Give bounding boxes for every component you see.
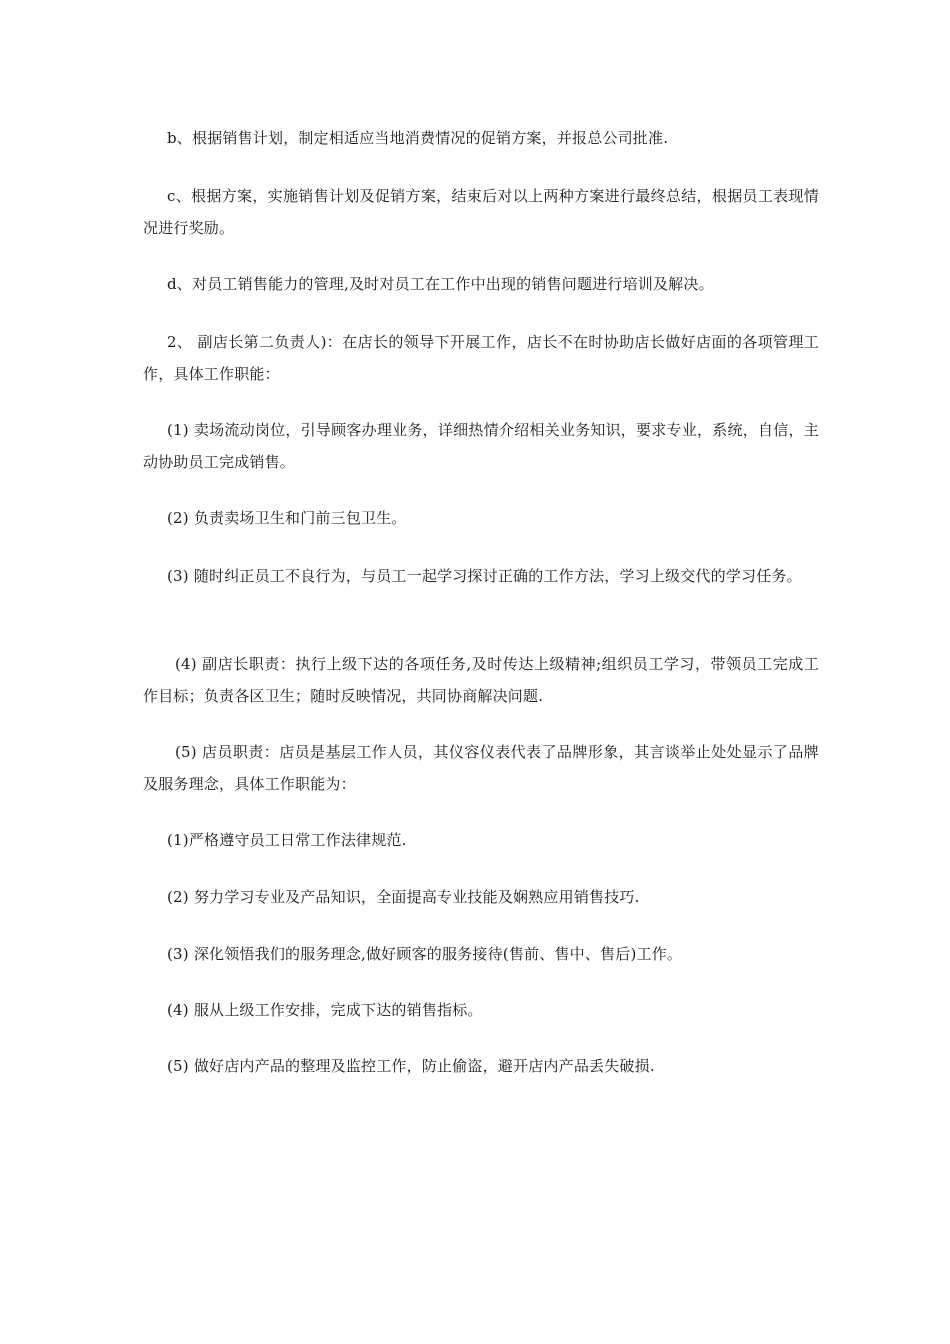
paragraph-clerk-4: (4) 服从上级工作安排，完成下达的销售指标。 (167, 1001, 483, 1019)
paragraph-clerk-1: (1)严格遵守员工日常工作法律规范. (167, 831, 407, 849)
paragraph-item-1: (1) 卖场流动岗位，引导顾客办理业务，详细热情介绍相关业务知识，要求专业，系统，自信，主动协助员工完成销售。 (143, 421, 819, 471)
paragraph-item-4: (4) 副店长职责：执行上级下达的各项任务,及时传达上级精神;组织员工学习，带领员工完成工作目标；负责各区卫生；随时反映情况，共同协商解决问题. (143, 655, 819, 705)
paragraph-item-2: (2) 负责卖场卫生和门前三包卫生。 (167, 509, 407, 527)
paragraph-item-3: (3) 随时纠正员工不良行为，与员工一起学习探讨正确的工作方法，学习上级交代的学习任务。 (167, 567, 802, 585)
paragraph-clerk-5: (5) 做好店内产品的整理及监控工作，防止偷盗，避开店内产品丢失破损. (167, 1057, 655, 1075)
paragraph-c: c、根据方案，实施销售计划及促销方案，结束后对以上两种方案进行最终总结，根据员工表现情况进行奖励。 (143, 187, 819, 237)
paragraph-b: b、根据销售计划，制定相适应当地消费情况的促销方案，并报总公司批准. (167, 129, 669, 147)
paragraph-deputy-manager: 2、 副店长第二负责人)：在店长的领导下开展工作，店长不在时协助店长做好店面的各项管理工作，具体工作职能： (143, 333, 819, 383)
paragraph-item-5: (5) 店员职责：店员是基层工作人员，其仪容仪表代表了品牌形象，其言谈举止处处显示了品牌及服务理念，具体工作职能为： (143, 743, 819, 793)
paragraph-d: d、对员工销售能力的管理,及时对员工在工作中出现的销售问题进行培训及解决。 (167, 275, 714, 293)
paragraph-clerk-3: (3) 深化领悟我们的服务理念,做好顾客的服务接待(售前、售中、售后)工作。 (167, 945, 683, 963)
paragraph-clerk-2: (2) 努力学习专业及产品知识，全面提高专业技能及娴熟应用销售技巧. (167, 888, 640, 906)
